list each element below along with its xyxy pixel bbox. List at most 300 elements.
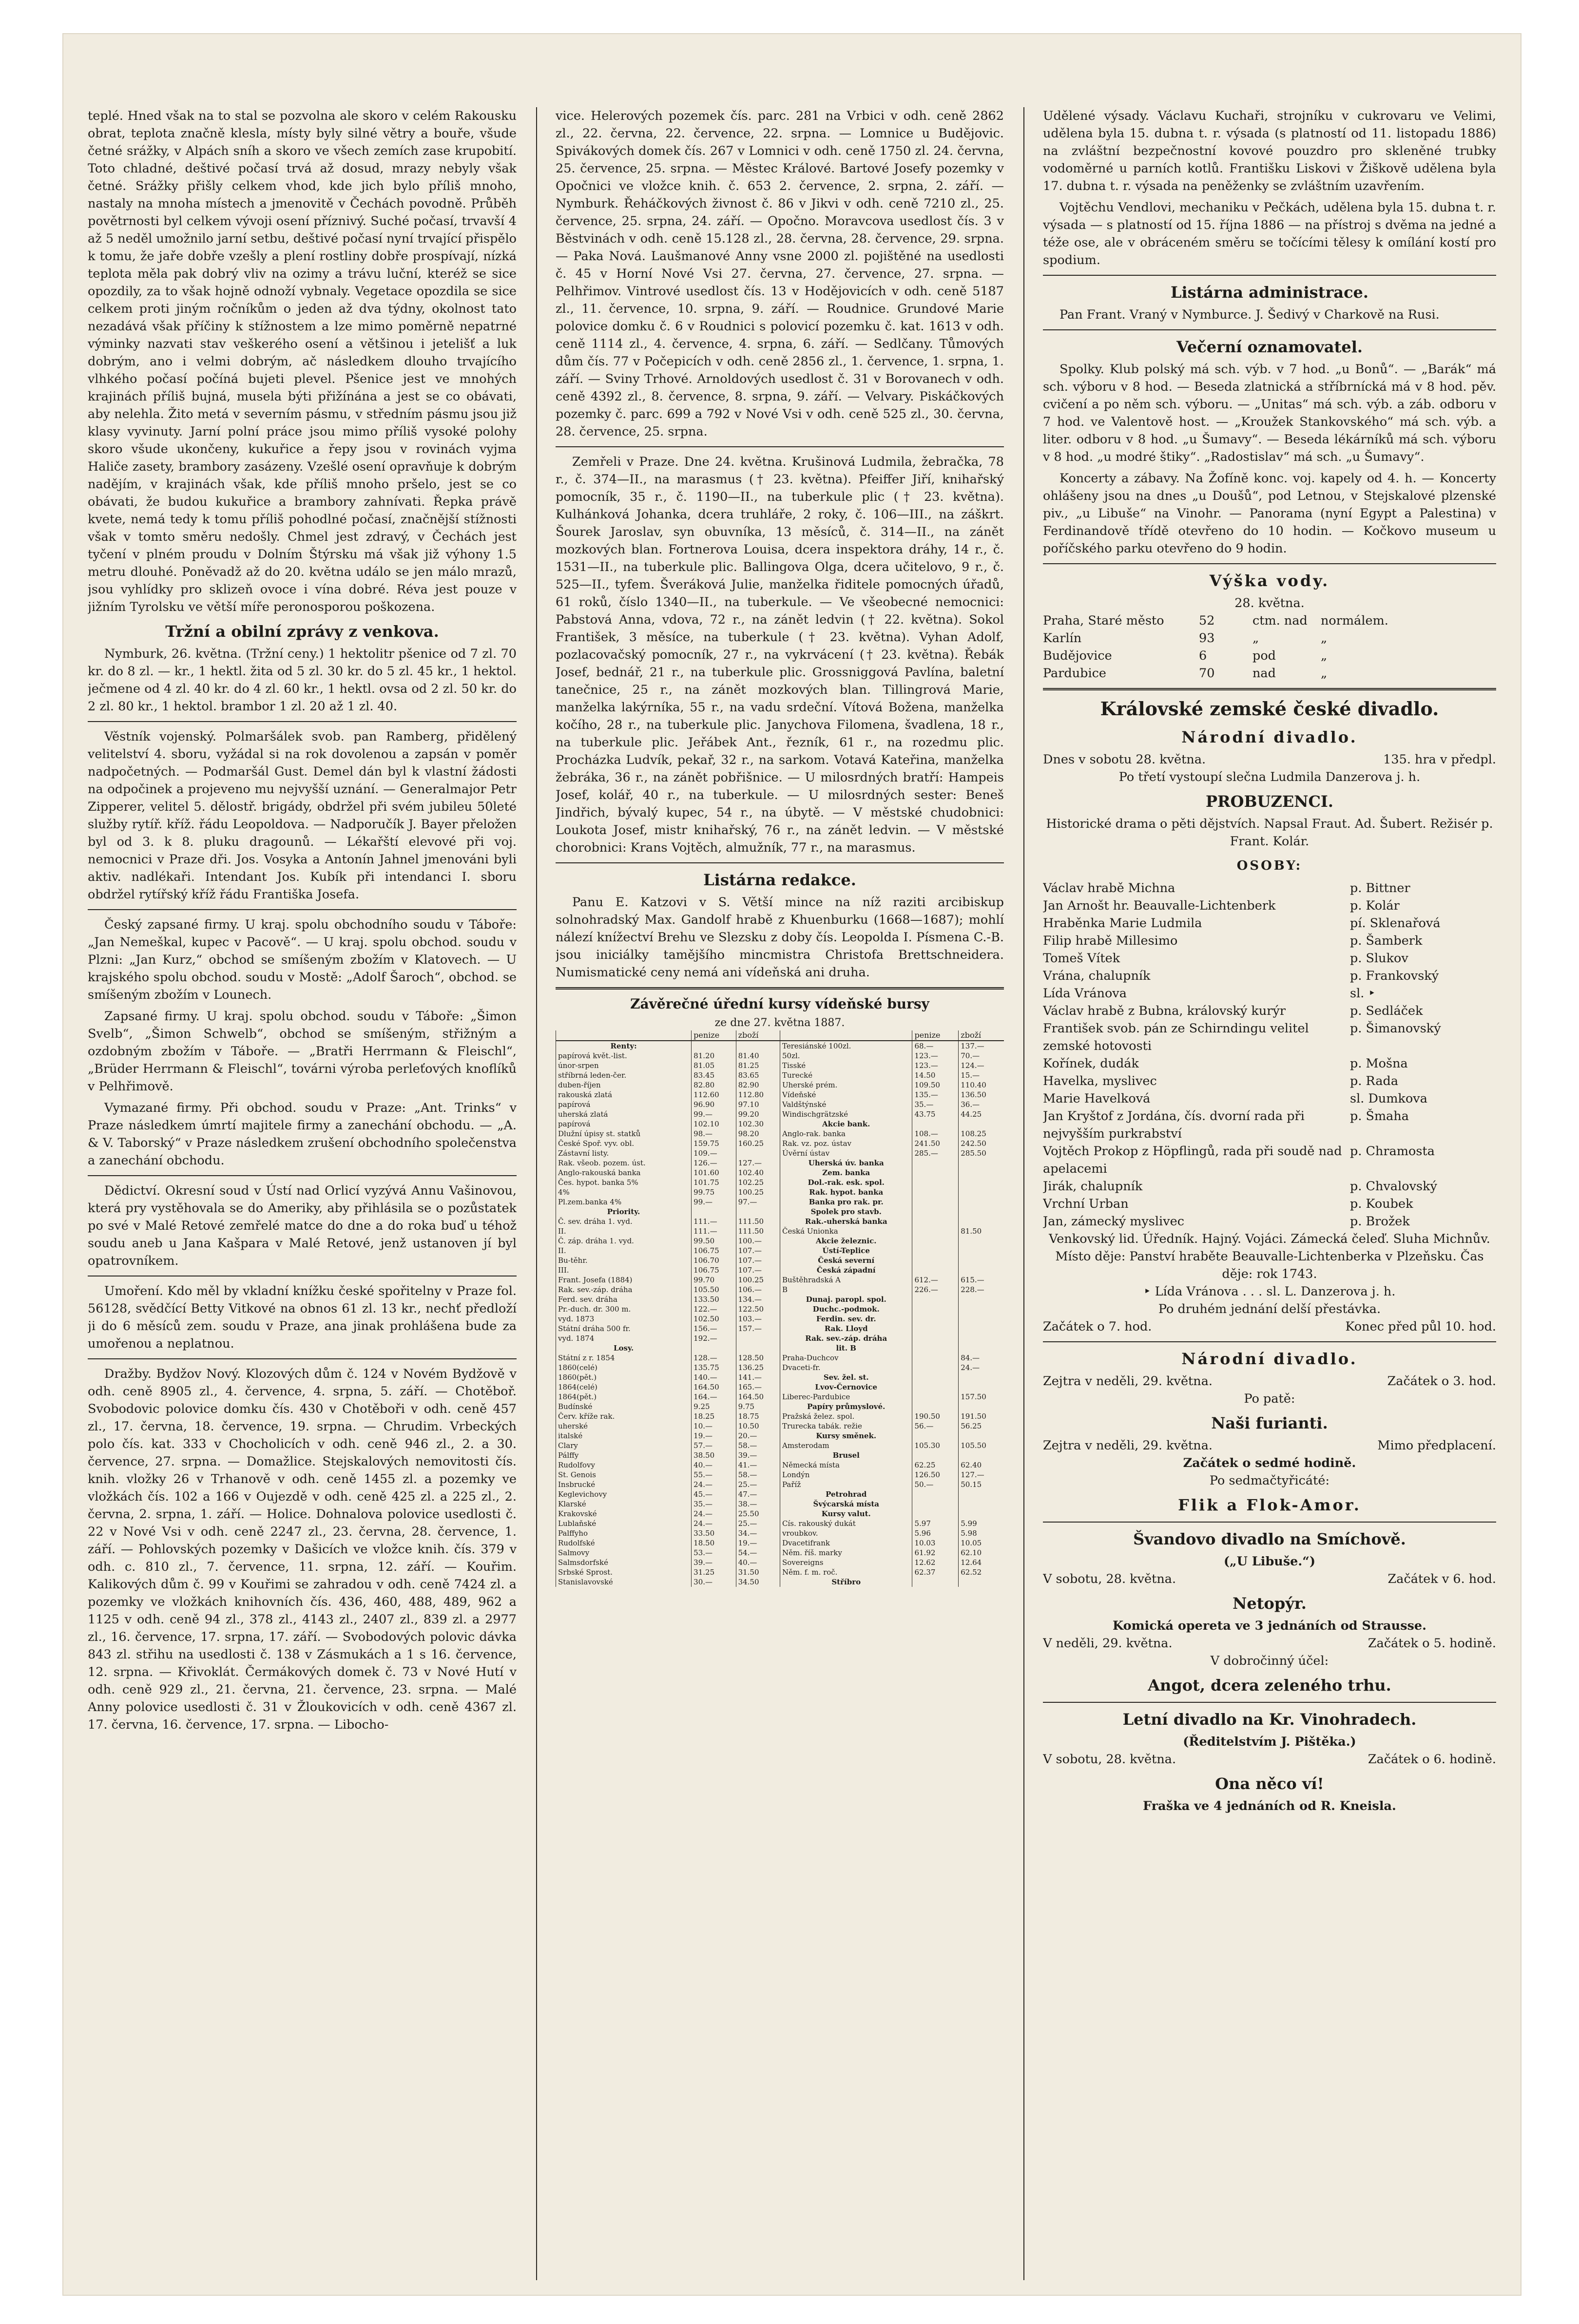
stock-value [912,1217,959,1226]
stock-value: 62.40 [959,1460,1004,1470]
stock-value: 122.— [692,1304,736,1314]
stock-row [780,1100,1004,1109]
stock-value: 10.— [692,1421,736,1431]
sunday-title: Naši furianti. [1211,1414,1328,1432]
stock-name: Liberec-Pardubice [780,1392,912,1402]
stock-value: 122.50 [736,1304,780,1314]
cast-role: Havelka, myslivec [1043,1074,1157,1088]
stock-row [556,1246,780,1256]
stock-value: 100.— [736,1236,780,1246]
stock-value: 141.— [736,1372,780,1382]
stock-value: 24.— [692,1519,736,1528]
stock-value: 106.75 [692,1265,736,1275]
stock-row [780,1363,1004,1372]
stock-value: 612.— [912,1275,959,1285]
cast-list [1043,879,1496,1230]
stock-row [556,1139,780,1148]
stock-name: Insbrucké [556,1480,692,1489]
cast-row [1043,914,1496,932]
stock-value: 31.50 [736,1567,780,1577]
concerts-notice: Koncerty a zábavy. Na Žofíně konc. voj. kapely od 4. h. — Koncerty ohlášeny jsou na dnes „u Doušů“, pod Letnou, v Stejskalové plzenské piv., „u Libuše“ na Vinohr. — Panorama (nyní Egypt a Palestina) v Ferdinandově třídě otevřeno do 10 hodin. — Kočkovo museum u poříčského parku otevřeno do 9 hodin. [1043,471,1496,556]
divider [88,1358,517,1359]
stock-row [556,1236,780,1246]
stock-value: 15.— [959,1070,1004,1080]
stock-name: vroubkov. [780,1528,912,1538]
stock-row [780,1304,1004,1314]
cast-row [1043,950,1496,967]
stock-row [556,1304,780,1314]
svandovo-date-2: V neděli, 29. května. [1043,1636,1173,1651]
stock-value: 102.50 [692,1314,736,1324]
stock-value: 136.50 [959,1090,1004,1100]
divider [1043,329,1496,330]
deleted-firms: Vymazané firmy. Při obchod. soudu v Praze: „Ant. Trinks“ v Praze následkem úmrtí majitele firmy a zanechání obchodu. — „A. & V. Taborský“ v Praze následkem zrušení obchodního společenstva a zanechání obchodu. [88,1101,517,1168]
stock-value [912,1119,959,1129]
cast-row [1043,1213,1496,1230]
sunday-evening-ordinal: Po sedmačtyřicáté: [1209,1473,1330,1488]
stock-name: Budínské [556,1402,692,1411]
sunday-evening-line [1043,1437,1496,1454]
stock-name: uherská zlatá [556,1109,692,1119]
stock-name: Losy. [556,1343,692,1353]
stock-value: 54.— [736,1548,780,1558]
stock-value: 62.37 [912,1567,959,1577]
stock-value [912,1509,959,1519]
stock-value [959,1324,1004,1333]
stock-row [780,1090,1004,1100]
stock-value: 56.— [912,1421,959,1431]
stock-value: 128.— [692,1353,736,1363]
stock-value: 41.— [736,1460,780,1470]
stock-name: Sovereigns [780,1558,912,1567]
stock-name: Amsterodam [780,1441,912,1450]
newspaper-page [63,34,1521,2295]
stock-value [959,1236,1004,1246]
stock-name: Spolek pro stavb. [780,1207,912,1217]
stock-value: 126.— [692,1158,736,1168]
stock-name: Dol.-rak. esk. spol. [780,1178,912,1187]
stock-name: Akcie bank. [780,1119,912,1129]
stock-row [780,1168,1004,1178]
stock-row [780,1324,1004,1333]
stock-value: 34.— [736,1528,780,1538]
stock-value: 81.40 [736,1051,780,1061]
stock-row [780,1119,1004,1129]
water-cell: Budějovice [1043,648,1112,663]
stock-value [959,1509,1004,1519]
stock-name: Dlužní úpisy st. statků [556,1129,692,1139]
stock-value [959,1382,1004,1392]
stock-value: 56.25 [959,1421,1004,1431]
stock-name: Pr.-duch. dr. 300 m. [556,1304,692,1314]
stock-row [556,1119,780,1129]
stock-table-right [780,1030,1004,1587]
stock-value: 100.25 [736,1187,780,1197]
stock-value [959,1178,1004,1187]
stock-value: 50.15 [959,1480,1004,1489]
stock-value [912,1304,959,1314]
stock-row [556,1480,780,1489]
stock-value [912,1197,959,1207]
stock-value: 127.— [959,1470,1004,1480]
stock-row [780,1256,1004,1265]
water-cell: ctm. nad [1252,613,1308,628]
times-line [1043,1318,1496,1335]
svandovo-start-2: Začátek o 5. hodině. [1367,1636,1496,1651]
inheritance-notice: Dědictví. Okresní soud v Ústí nad Orlicí vyzývá Annu Vašinovou, která pry vystěhovala se do Ameriky, aby přihlásila se o pozůstatek po své v Malé Retové zemřelé matce do dne a do roka buď u téhož soudu aneb u Jana Kašpara v Malé Retové, jenž ustanoven jí byl opatrovníkem. [88,1183,517,1268]
weather-report: teplé. Hned však na to stal se pozvolna ale skoro v celém Rakousku obrat, teplota značně klesla, místy byly silné větry a bouře, všude četné srážky, v Alpách sníh a skoro ve všech zemích zase krupobití. Toto chladné, deštivé počasí trvá až dosud, mrazy nebyly však četné. Srážky přišly celkem vhod, kde jich bylo příliš mnoho, nastaly na mnoha místech a jmenovitě v Čechách povodně. Průběh povětrnosti byl celkem vývoji osení příznivý. Suché počasí, trvavší 4 až 5 neděl umožnilo jarní setbu, deštivé počasí nyní trvající přispělo k tomu, že jaře dobře vzešly a plení rostliny dobře prospívají, nízká teplota měla pak dobrý vliv na ozimy a trávu luční, kteréž se sice opozdily, za to však hojně odnoží vybnaly. Vegetace opozdila se sice celkem proti jiným ročníkům o jeden až dva týdny, okolnost tato nezadává však příčiny k stížnostem a lze mimo poměrně nepatrné výminky nazvati stav veškerého osení a většinou i jetelišť a luk dobrým, ano i velmi dobrým, ač následkem dlouho trvajícího vlhkého počasí počíná bujeti plevel. Pšenice jest ve mnohých krajinách příliš bujná, musela býti přižínána a jest se co obávati, aby nelehla. Žito metá v severním pásmu, v středním pásmu jsou již klasy vyvinuty. Jarní polní práce jsou mimo příliš vysoké polohy skoro všude ukončeny, kukuřice a řepy jsou v rovinách vyjma Haliče zasety, brambory zasázeny. Vzešlé osení opravňuje k dobrým nadějím, v krajinách však, kde příliš mnoho pršelo, jest se co obávati, že budou kukuřice a brambory zahnívati. Řepka právě kvete, nemá tedy k tomu příliš pohodlné počasí, značnější stížnosti však v tomto směru nedošly. Chmel jest zdravý, v Čechách jest tyčení v plném proudu v Dolním Štýrsku má však již výhony 1.5 metru dlouhé. Poněvadž až do 20. května událo se jen málo mrazů, jsou vyhlídky pro sklizeň ovoce i vína dobré. Réva jest pouze v jižním Tyrolsku ve větší míře peronosporou poškozena. [88,109,517,614]
stock-value: 241.50 [912,1139,959,1148]
water-cell: „ [1252,631,1259,646]
stock-value: 50.— [912,1480,959,1489]
stock-name: Banka pro rak. pr. [780,1197,912,1207]
performance-line [1043,751,1496,768]
cast-row [1043,967,1496,985]
stock-value: 9.25 [692,1402,736,1411]
water-level-table [1043,612,1496,682]
water-row [1043,647,1496,665]
stock-value: 99.20 [736,1109,780,1119]
stock-row [556,1265,780,1275]
sunday-evening-start: Začátek o sedmé hodině. [1183,1456,1356,1470]
stock-value: 102.25 [736,1178,780,1187]
stock-row [556,1207,780,1217]
stock-value [912,1363,959,1372]
stock-name: Salmsdorfské [556,1558,692,1567]
stock-value: 135.— [912,1090,959,1100]
cast-heading: OSOBY: [1236,858,1303,873]
stock-name: 1864(pět.) [556,1392,692,1402]
stock-value: 285.50 [959,1148,1004,1158]
stock-value: 14.50 [912,1070,959,1080]
water-level-date: 28. května. [1234,596,1305,610]
stock-value [959,1314,1004,1324]
stock-value [912,1168,959,1178]
stock-name: Clary [556,1441,692,1450]
cast-row [1043,1178,1496,1195]
stock-value: 133.50 [692,1295,736,1304]
stock-name: Teresiánské 100zl. [780,1041,912,1051]
stock-name: Rudolfovy [556,1460,692,1470]
stock-value: 102.40 [736,1168,780,1178]
stock-value [912,1324,959,1333]
stock-row [780,1246,1004,1256]
performance-number: 135. hra v předpl. [1383,752,1496,767]
stock-value [692,1041,736,1051]
stock-row [556,1256,780,1265]
svandovo-note: V dobročinný účel: [1210,1654,1329,1668]
stock-row [780,1460,1004,1470]
water-cell: 93 [1199,631,1215,646]
col-header: zboží [736,1030,780,1041]
stock-value: 38.50 [692,1450,736,1460]
cast-row [1043,1055,1496,1072]
stock-value: 36.— [959,1100,1004,1109]
start-time: Začátek o 7. hod. [1043,1319,1152,1334]
cast-actor: p. Šimanovský [1350,1021,1441,1036]
stock-value: 99.— [692,1109,736,1119]
stock-value: 112.60 [692,1090,736,1100]
stock-value [959,1333,1004,1343]
stock-name: Dvaceti-fr. [780,1363,912,1372]
water-row [1043,629,1496,647]
stock-row [556,1392,780,1402]
stock-name: Rak. vz. poz. ústav [780,1139,912,1148]
stock-name: Stanislavovské [556,1577,692,1587]
cast-role: Tomeš Vítek [1043,951,1120,966]
stock-value: 106.— [736,1285,780,1295]
svandovo-title-2: Angot, dcera zeleného trhu. [1148,1676,1391,1695]
stock-row [556,1168,780,1178]
cast-role: Václav hrabě z Bubna, královský kurýr [1043,1004,1286,1018]
stock-name: Rak. sev.-záp. dráha [556,1285,692,1295]
stock-name: stříbrná leden-čer. [556,1070,692,1080]
cast-actor: p. Sedláček [1350,1004,1423,1018]
stock-value: 615.— [959,1275,1004,1285]
stock-row [780,1178,1004,1187]
stock-row [556,1090,780,1100]
stock-row [556,1275,780,1285]
stock-row [780,1519,1004,1528]
water-cell: pod [1252,648,1276,663]
cast-row [1043,897,1496,914]
cast-row [1043,1072,1496,1090]
cast-actor: p. Chvalovský [1350,1179,1437,1194]
stock-value: 156.— [692,1324,736,1333]
stock-name: 4% [556,1187,692,1197]
cast-row [1043,879,1496,897]
stock-value [959,1431,1004,1441]
stock-row [556,1158,780,1168]
stock-value: 135.75 [692,1363,736,1372]
stock-row [556,1333,780,1343]
stock-value: 126.50 [912,1470,959,1480]
stock-name: Rudolfské [556,1538,692,1548]
stock-value [959,1158,1004,1168]
stock-row [556,1460,780,1470]
stock-row [780,1489,1004,1499]
divider [1043,275,1496,276]
cast-role: Jan Arnošt hr. Beauvalle-Lichtenberk [1043,898,1276,913]
water-cell: „ [1321,666,1328,681]
theatre-heading: Královské zemské české divadlo. [1100,698,1439,720]
stock-value: 10.05 [959,1538,1004,1548]
stock-value: 18.75 [736,1411,780,1421]
divider [1043,1702,1496,1703]
stock-value: 228.— [959,1285,1004,1295]
stock-row [556,1509,780,1519]
national-theatre-heading-2: Národní divadlo. [1181,1350,1358,1368]
stock-value: 109.50 [912,1080,959,1090]
stock-value: 34.50 [736,1577,780,1587]
stock-row [556,1382,780,1392]
stock-value: 24.— [692,1480,736,1489]
stock-row [556,1421,780,1431]
stock-value: 97.10 [736,1100,780,1109]
stock-name: Rak. Lloyd [780,1324,912,1333]
stock-value: 123.— [912,1051,959,1061]
registered-firms: Český zapsané firmy. U kraj. spolu obchodního soudu v Táboře: „Jan Nemeškal, kupec v Pacově“. — U kraj. spolu obchod. soudu v Plzni: „Jan Kurz,“ obchod se smíšeným zbožím v Klatovech. — U krajského spolu obchod. soudu v Mostě: „Adolf Šaroch“, obchod. se smíšeným zbožím v Lounech. [88,917,517,1002]
stock-value: 164.50 [736,1392,780,1402]
column-left [88,107,517,2280]
cast-row [1043,1090,1496,1107]
stock-value [912,1577,959,1587]
play-description: Historické drama o pěti dějstvích. Napsal Fraut. Ad. Šubert. Režisér p. Frant. Kolár. [1046,817,1493,849]
divider [1043,1341,1496,1342]
stock-value: 35.— [912,1100,959,1109]
svandovo-desc: Komická opereta ve 3 jednáních od Strausse. [1112,1619,1427,1633]
stock-row [780,1275,1004,1285]
stock-row [780,1333,1004,1343]
stock-row [556,1100,780,1109]
stock-row [780,1567,1004,1577]
stock-name: duben-říjen [556,1080,692,1090]
stock-name: Tisské [780,1061,912,1070]
stock-name: Ferd. sev. dráha [556,1295,692,1304]
stock-value: 43.75 [912,1109,959,1119]
cast-row [1043,1002,1496,1020]
stock-row [556,1343,780,1353]
cast-role: Vojtěch Prokop z Höpflingů, rada při soudě nad apelacemi [1043,1144,1342,1176]
stock-value: 68.— [912,1041,959,1051]
stock-name: Něm. říš. marky [780,1548,912,1558]
stock-value [912,1236,959,1246]
stock-row [780,1148,1004,1158]
summer-start: Začátek o 6. hodině. [1367,1752,1496,1767]
stock-row [556,1363,780,1372]
svandovo-heading: Švandovo divadlo na Smíchově. [1133,1530,1406,1548]
stock-row [556,1285,780,1295]
stock-row [556,1470,780,1480]
divider [556,446,1004,447]
stock-row [556,1129,780,1139]
stock-value: 107.— [736,1265,780,1275]
cast-row [1043,1020,1496,1055]
stock-value: 140.— [692,1372,736,1382]
stock-name: Paříž [780,1480,912,1489]
stock-name: Zem. banka [780,1168,912,1178]
stock-row [780,1431,1004,1441]
stock-name: Rak. sev.-záp. dráha [780,1333,912,1343]
svandovo-line-2 [1043,1635,1496,1652]
stock-name: Čes. hypot. banka 5% [556,1178,692,1187]
stock-value [912,1499,959,1509]
military-news: Věstník vojenský. Polmaršálek svob. pan Ramberg, přidělený velitelství 4. sboru, vyžádal si na rok dovolenou a zapsán v poměr nadpočetných. — Podmaršál Gust. Demel dán byl k vlastní žádosti na odpočinek a projeveno mu nejvyšší uznání. — Generalmajor Petr Zipperer, velitel 5. dělostř. brigády, obdržel při svém jubileu 50leté služby rytíř. kříž. řádu Leopoldova. — Nadporučík J. Bayer přeložen byl od 3. k 8. pluku dragounů. — Lékařští elevové při voj. nemocnici v Praze dři. Jos. Vosyka a Antonín Jahnel jmenováni byli aktiv. nadlékaři. Intendant Jos. Kubík při intendanci I. sboru obdržel rytířský kříž řádu Františka Josefa. [88,729,517,902]
stock-name: lit. B [780,1343,912,1353]
stock-name: Zástavní listy. [556,1148,692,1158]
stock-name: Dunaj. paropl. spol. [780,1295,912,1304]
stock-value: 191.50 [959,1411,1004,1421]
stock-name: Státní z r. 1854 [556,1353,692,1363]
stock-value: 18.25 [692,1411,736,1421]
cast-row [1043,1107,1496,1143]
cast-actor: p. Šamberk [1350,933,1423,948]
stock-value: 62.25 [912,1460,959,1470]
cast-row [1043,1143,1496,1178]
stock-row [780,1411,1004,1421]
stock-value: 39.— [736,1450,780,1460]
stock-row [556,1431,780,1441]
stock-value [692,1343,736,1353]
water-cell: Karlín [1043,631,1082,646]
stock-name: Bu-těhr. [556,1256,692,1265]
stock-row [556,1353,780,1363]
stock-name: II. [556,1246,692,1256]
stock-row [780,1265,1004,1275]
stock-row [556,1489,780,1499]
stock-name: Valdštýnské [780,1100,912,1109]
stock-value: 101.60 [692,1168,736,1178]
stock-value: 157.— [736,1324,780,1333]
stock-name: italské [556,1431,692,1441]
divider [556,862,1004,863]
stock-row [780,1158,1004,1168]
stock-name: II. [556,1226,692,1236]
stock-name: Palffyho [556,1528,692,1538]
stock-value [912,1246,959,1256]
stock-value: 84.— [959,1353,1004,1363]
stock-value [912,1314,959,1324]
stock-value: 98.20 [736,1129,780,1139]
stock-row [780,1470,1004,1480]
stock-value: 99.50 [692,1236,736,1246]
stock-value [912,1402,959,1411]
stock-value: 99.70 [692,1275,736,1285]
stock-value: 57.— [692,1441,736,1450]
stock-value [912,1333,959,1343]
cast-role: Vrchní Urban [1043,1197,1129,1211]
stock-value [959,1119,1004,1129]
stock-value: 123.— [912,1061,959,1070]
cast-actor: p. Mošna [1350,1056,1408,1071]
market-heading: Tržní a obilní zprávy z venkova. [165,622,439,641]
stock-name: St. Genois [556,1470,692,1480]
clubs-notice: Spolky. Klub polský má sch. výb. v 7 hod. „u Bonů“. — „Barák“ má sch. výboru v 8 hod. — Beseda zlatnická a stříbrnícká má v 8 hod. pěv. cvičení a po něm sch. výboru. — „Unitas“ má sch. výb. a záb. odboru v 7 hod. ve Valentově host. — „Kroužek Stankovského“ má sch. výb. a liter. odboru v 8 hod. „u Šumavy“. — Beseda lékárníků má sch. výboru v 8 hod. „u modré štiky“. „Radostislav“ má sch. „u Šumavy“. [1043,362,1496,464]
water-level-heading: Výška vody. [1209,571,1330,590]
stock-row [556,1538,780,1548]
stock-value: 58.— [736,1470,780,1480]
divider [556,987,1004,990]
stock-value: 9.75 [736,1402,780,1411]
stock-value: 124.— [959,1061,1004,1070]
stock-row [556,1372,780,1382]
stock-value [912,1392,959,1402]
stock-name: Česká Unionka [780,1226,912,1236]
column-right [1043,107,1496,2280]
stock-value: 107.— [736,1256,780,1265]
stock-value: 81.20 [692,1051,736,1061]
stock-row [780,1450,1004,1460]
intermission-note: Po druhém jednání delší přestávka. [1158,1302,1381,1316]
stock-name: 50zl. [780,1051,912,1061]
stock-value [912,1226,959,1236]
stock-name: Praha-Duchcov [780,1353,912,1363]
cast-actor: sl. ‣ [1350,986,1376,1001]
stock-name: Uherské prém. [780,1080,912,1090]
stock-value [959,1197,1004,1207]
stock-value: 5.96 [912,1528,959,1538]
cast-actor: p. Frankovský [1350,969,1439,983]
stock-value: 55.— [692,1470,736,1480]
stock-name: Pálffy [556,1450,692,1460]
stock-row [780,1343,1004,1353]
stock-value: 108.— [912,1129,959,1139]
stock-value: 31.25 [692,1567,736,1577]
end-time: Konec před půl 10. hod. [1345,1319,1496,1334]
stock-value: 226.— [912,1285,959,1295]
stock-value: 106.75 [692,1246,736,1256]
stock-row [780,1402,1004,1411]
